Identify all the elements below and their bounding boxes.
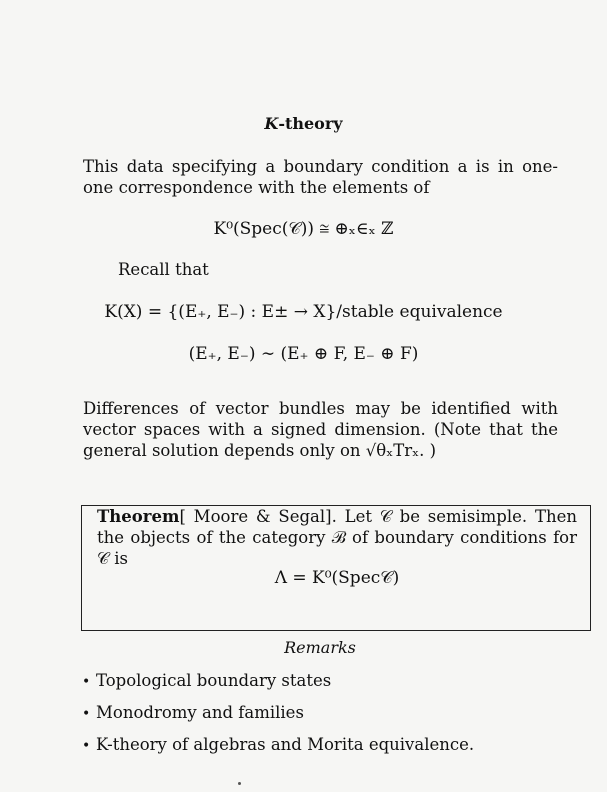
theorem-label: Theorem <box>97 507 180 526</box>
page-title <box>0 114 607 133</box>
remarks-list <box>82 670 474 766</box>
bullet-icon: • <box>82 674 91 690</box>
bullet-icon: • <box>82 706 91 722</box>
formula-k0-spec: K⁰(Spec(𝒞)) ≅ ⊕ₓ∈ₓ ℤ <box>213 219 394 239</box>
theorem-formula: Λ = K⁰(Spec𝒞) <box>274 568 400 588</box>
scan-speck <box>238 782 241 785</box>
bullet-text: K-theory of algebras and Morita equivalence. <box>96 735 475 754</box>
differences-paragraph: Differences of vector bundles may be identified with vector spaces with a signed dimension. (Note that the general solution depends only on √θₓTrₓ. ) <box>83 399 558 460</box>
theorem-body: [ Moore & Segal]. Let 𝒞 be semisimple. Then the objects of the category ℬ of boundary conditions for 𝒞 is <box>97 507 577 568</box>
recall-text: Recall that <box>118 260 209 279</box>
remarks-heading: Remarks <box>284 638 356 657</box>
title-k: K <box>264 114 279 133</box>
bullet-text: Topological boundary states <box>96 671 332 690</box>
theorem-text <box>97 506 577 569</box>
intro-paragraph: This data specifying a boundary condition a is in one-one correspondence with the elements of <box>83 157 558 197</box>
bullet-text: Monodromy and families <box>96 703 304 722</box>
list-item <box>82 702 474 734</box>
formula-k-of-x: K(X) = {(E₊, E₋) : E± → X}/stable equivalence <box>104 302 503 322</box>
formula-equivalence: (E₊, E₋) ∼ (E₊ ⊕ F, E₋ ⊕ F) <box>188 344 419 364</box>
list-item <box>82 670 474 702</box>
theorem-box <box>81 505 591 631</box>
title-rest: -theory <box>278 114 343 133</box>
list-item <box>82 734 474 766</box>
bullet-icon: • <box>82 738 91 754</box>
